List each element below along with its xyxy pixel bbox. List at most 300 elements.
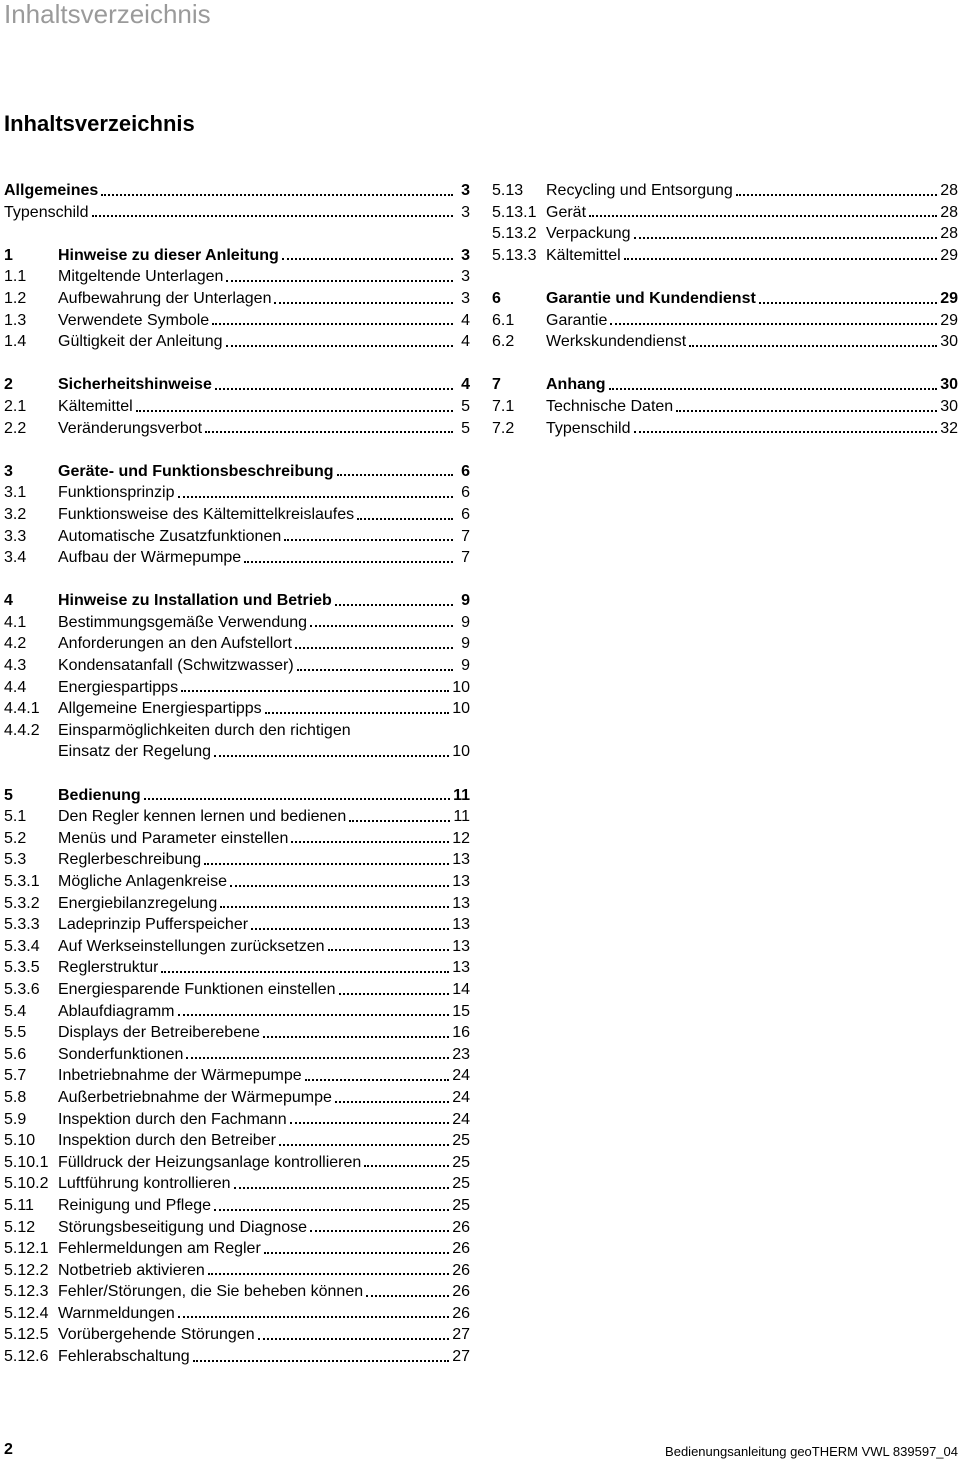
toc-entry-number: 4 (4, 592, 13, 610)
toc-entry-page: 13 (452, 851, 470, 869)
toc-entry-title: Den Regler kennen lernen und bedienen (58, 808, 347, 826)
toc-entry-title: Funktionsweise des Kältemittelkreislaufes (58, 505, 355, 523)
toc-entry-title: Hinweise zu dieser Anleitung (58, 246, 279, 264)
toc-entry[interactable] (4, 1346, 470, 1368)
toc-entry-title: Fehlerabschaltung (58, 1348, 190, 1366)
running-header: Inhaltsverzeichnis (4, 0, 211, 29)
dot-leader (244, 561, 453, 563)
dot-leader (634, 431, 938, 433)
dot-leader (297, 669, 453, 671)
toc-entry-page: 13 (452, 894, 470, 912)
toc-entry-title: Energiebilanzregelung (58, 894, 218, 912)
toc-entry-page: 4 (461, 376, 470, 394)
toc-entry[interactable] (4, 245, 470, 267)
toc-entry-page: 30 (940, 333, 958, 351)
dot-leader (136, 410, 453, 412)
toc-entry[interactable] (492, 418, 958, 440)
toc-entry-number: 2 (4, 376, 13, 394)
dot-leader (337, 474, 453, 476)
toc-entry-number: 7 (492, 376, 501, 394)
toc-entry[interactable] (4, 310, 470, 332)
toc-entry-number: 5.9 (4, 1110, 27, 1128)
dot-leader (92, 215, 454, 217)
dot-leader (339, 993, 450, 995)
toc-entry[interactable] (4, 1324, 470, 1346)
toc-entry[interactable] (4, 1087, 470, 1109)
toc-entry[interactable] (4, 180, 470, 202)
toc-entry-title: Verpackung (546, 225, 631, 243)
dot-leader (258, 1338, 450, 1340)
toc-entry-page: 24 (452, 1067, 470, 1085)
toc-entry[interactable] (492, 396, 958, 418)
toc-entry-number: 4.1 (4, 613, 27, 631)
toc-entry-title: Inspektion durch den Fachmann (58, 1110, 287, 1128)
toc-entry-number: 5.13.3 (492, 246, 537, 264)
toc-entry-page: 3 (461, 268, 470, 286)
toc-entry-title: Einsatz der Regelung (58, 743, 211, 761)
dot-leader (349, 820, 450, 822)
dot-leader (589, 215, 937, 217)
dot-leader (284, 539, 453, 541)
toc-entry-page: 25 (452, 1132, 470, 1150)
toc-entry-page: 13 (452, 873, 470, 890)
toc-entry-title: Luftführung kontrollieren (58, 1175, 231, 1193)
toc-entry-number: 5.3.6 (4, 980, 40, 998)
toc-entry-number: 5.3.1 (4, 873, 40, 890)
toc-entry[interactable] (4, 720, 470, 742)
dot-leader (335, 604, 453, 606)
toc-entry-page: 10 (452, 743, 470, 761)
toc-entry[interactable] (4, 849, 470, 871)
toc-entry-title: Verwendete Symbole (58, 311, 210, 329)
toc-entry[interactable] (4, 612, 470, 634)
toc-entry[interactable] (492, 245, 958, 267)
page-title: Inhaltsverzeichnis (4, 111, 195, 136)
dot-leader (161, 971, 449, 973)
toc-entry-page: 29 (940, 311, 958, 329)
dot-leader (689, 345, 937, 347)
toc-entry-number: 5.13 (492, 182, 524, 199)
toc-entry-page: 16 (452, 1024, 470, 1042)
toc-entry-page: 26 (452, 1240, 470, 1258)
dot-leader (736, 194, 937, 196)
toc-entry[interactable] (4, 914, 470, 936)
toc-entry[interactable] (492, 180, 958, 202)
toc-entry-number: 7.2 (492, 419, 515, 437)
toc-entry-title: Energiesparende Funktionen einstellen (58, 980, 336, 998)
dot-leader (214, 755, 449, 757)
toc-entry-number: 1.4 (4, 333, 27, 351)
toc-entry-number: 5.12 (4, 1218, 36, 1236)
dot-leader (295, 647, 453, 649)
toc-entry-title: Anforderungen an den Aufstellort (58, 635, 292, 653)
toc-entry[interactable] (4, 590, 470, 612)
toc-entry-number: 4.4.1 (4, 700, 40, 718)
toc-entry[interactable] (492, 202, 958, 224)
toc-entry-number: 5.12.1 (4, 1240, 49, 1258)
toc-entry-title: Notbetrieb aktivieren (58, 1261, 205, 1279)
dot-leader (144, 798, 450, 800)
toc-entry-title: Funktionsprinzip (58, 484, 175, 502)
toc-entry-title: Sicherheitshinweise (58, 376, 212, 394)
dot-leader (282, 258, 453, 260)
toc-entry-title: Kältemittel (58, 397, 133, 415)
dot-leader (178, 1014, 450, 1016)
toc-entry-number: 5.13.1 (492, 203, 537, 221)
toc-entry-number: 3.2 (4, 505, 27, 523)
toc-entry[interactable] (4, 936, 470, 958)
toc-entry-page: 10 (452, 678, 470, 696)
toc-entry[interactable] (4, 655, 470, 677)
toc-entry-title: Reglerstruktur (58, 959, 159, 977)
toc-right-column (492, 180, 958, 439)
toc-entry-title: Werkskundendienst (546, 333, 687, 351)
toc-entry-title: Auf Werkseinstellungen zurücksetzen (58, 937, 325, 955)
toc-entry-title: Inbetriebnahme der Wärmepumpe (58, 1067, 302, 1085)
toc-entry[interactable] (4, 1260, 470, 1282)
dot-leader (610, 323, 937, 325)
toc-entry-page: 15 (452, 1002, 470, 1020)
toc-entry[interactable] (4, 418, 470, 440)
toc-entry-title: Garantie (546, 311, 608, 329)
toc-entry-title: Vorübergehende Störungen (58, 1326, 255, 1344)
toc-entry[interactable] (4, 979, 470, 1001)
dot-leader (226, 280, 453, 282)
dot-leader (265, 712, 450, 714)
dot-leader (624, 258, 938, 260)
toc-entry-page: 3 (461, 289, 470, 307)
toc-entry-page: 7 (461, 549, 470, 567)
toc-entry-number: 5.10.2 (4, 1175, 49, 1193)
toc-entry-page: 3 (461, 182, 470, 199)
dot-leader (279, 1144, 449, 1146)
toc-entry-page: 3 (461, 246, 470, 264)
toc-entry-page: 13 (452, 916, 470, 934)
toc-entry-title: Mögliche Anlagenkreise (58, 873, 227, 890)
toc-entry-page: 11 (453, 808, 470, 826)
toc-entry-number: 5.1 (4, 808, 27, 826)
toc-entry-number: 3.4 (4, 549, 27, 567)
toc-entry[interactable] (4, 288, 470, 310)
toc-entry-title: Garantie und Kundendienst (546, 289, 756, 307)
toc-entry-number: 5.3.4 (4, 937, 40, 955)
toc-entry-page: 11 (453, 786, 470, 804)
toc-entry-title: Gerät (546, 203, 587, 221)
toc-entry-number: 5.13.2 (492, 225, 537, 243)
toc-entry-page: 26 (452, 1304, 470, 1322)
toc-entry-title: Typenschild (546, 419, 631, 437)
toc-entry[interactable] (4, 1173, 470, 1195)
toc-entry-title: Recycling und Entsorgung (546, 182, 733, 199)
dot-leader (335, 1101, 449, 1103)
toc-entry-title: Allgemeines (4, 182, 99, 199)
toc-entry-page: 13 (452, 959, 470, 977)
toc-entry-page: 30 (940, 397, 958, 415)
toc-entry-title: Energiespartipps (58, 678, 179, 696)
dot-leader (251, 928, 449, 930)
toc-left-column (4, 180, 470, 1368)
dot-leader (291, 841, 449, 843)
toc-entry-page: 9 (461, 635, 470, 653)
toc-entry[interactable] (4, 331, 470, 353)
toc-entry-page: 32 (940, 419, 958, 437)
dot-leader (264, 1252, 449, 1254)
toc-entry-title: Allgemeine Energiespartipps (58, 700, 262, 718)
toc-entry-title: Warnmeldungen (58, 1304, 175, 1322)
toc-entry-page: 30 (940, 376, 958, 394)
toc-entry-number: 1 (4, 246, 13, 264)
dot-leader (759, 302, 937, 304)
toc-entry[interactable] (4, 957, 470, 979)
toc-entry-number: 5.12.2 (4, 1261, 49, 1279)
toc-entry[interactable] (4, 893, 470, 915)
toc-entry-page: 7 (461, 527, 470, 545)
toc-entry-title: Menüs und Parameter einstellen (58, 829, 289, 847)
dot-leader (205, 431, 453, 433)
toc-entry[interactable] (4, 266, 470, 288)
dot-leader (676, 410, 937, 412)
toc-entry[interactable] (4, 785, 470, 807)
toc-entry-number: 5.3 (4, 851, 27, 869)
toc-entry[interactable] (4, 1130, 470, 1152)
toc-entry-page: 4 (461, 333, 470, 351)
toc-entry[interactable] (4, 461, 470, 483)
toc-entry-title: Ablaufdiagramm (58, 1002, 175, 1020)
toc-entry-number: 5.11 (4, 1196, 34, 1214)
toc-entry-number: 5.10 (4, 1132, 36, 1150)
toc-entry-number: 5.2 (4, 829, 27, 847)
toc-entry-title: Typenschild (4, 203, 89, 221)
toc-entry[interactable] (4, 1001, 470, 1023)
toc-entry-number: 5.3.3 (4, 916, 40, 934)
toc-entry-title: Hinweise zu Installation und Betrieb (58, 592, 332, 610)
toc-entry-number: 6.2 (492, 333, 515, 351)
dot-leader (290, 1122, 450, 1124)
toc-entry-number: 2.2 (4, 419, 27, 437)
toc-entry[interactable] (492, 288, 958, 310)
toc-entry-number: 5.12.3 (4, 1283, 49, 1301)
toc-entry-page: 6 (461, 484, 470, 502)
toc-entry-title: Displays der Betreiberebene (58, 1024, 260, 1042)
toc-entry-number: 4.4.2 (4, 721, 40, 739)
toc-entry-number: 5.3.5 (4, 959, 40, 977)
toc-entry-page: 25 (452, 1175, 470, 1193)
dot-leader (212, 323, 453, 325)
toc-entry-page: 23 (452, 1045, 470, 1063)
toc-entry-title: Kondensatanfall (Schwitzwasser) (58, 657, 294, 675)
toc-entry-number: 5.12.6 (4, 1348, 49, 1366)
toc-entry-number: 3.3 (4, 527, 27, 545)
toc-entry-number: 1.3 (4, 311, 27, 329)
toc-entry-page: 9 (461, 657, 470, 675)
toc-entry-title: Kältemittel (546, 246, 621, 264)
toc-entry-number: 1.1 (4, 268, 27, 286)
toc-entry[interactable] (4, 871, 470, 893)
toc-entry-title: Reinigung und Pflege (58, 1196, 212, 1214)
dot-leader (226, 345, 453, 347)
toc-entry-title: Bedienung (58, 786, 141, 804)
dot-leader (181, 690, 449, 692)
toc-entry-page: 26 (452, 1283, 470, 1301)
toc-entry[interactable] (4, 677, 470, 699)
toc-entry-page: 26 (452, 1261, 470, 1279)
toc-entry-title: Außerbetriebnahme der Wärmepumpe (58, 1088, 332, 1106)
toc-entry-page: 5 (461, 397, 470, 415)
toc-entry-number: 5.10.1 (4, 1153, 49, 1171)
dot-leader (305, 1079, 450, 1081)
toc-entry-page: 28 (940, 203, 958, 221)
toc-entry-title: Gültigkeit der Anleitung (58, 333, 223, 351)
dot-leader (234, 1187, 450, 1189)
toc-entry-number: 5 (4, 786, 13, 804)
toc-entry-page: 27 (452, 1326, 470, 1344)
toc-entry-title: Fehlermeldungen am Regler (58, 1240, 261, 1258)
toc-entry[interactable] (4, 396, 470, 418)
toc-entry-page: 6 (461, 505, 470, 523)
toc-entry-title: Geräte- und Funktionsbeschreibung (58, 462, 334, 480)
dot-leader (634, 237, 938, 239)
dot-leader (609, 388, 938, 390)
toc-entry-title: Veränderungsverbot (58, 419, 203, 437)
toc-entry-number: 6 (492, 289, 501, 307)
toc-entry[interactable] (4, 1065, 470, 1087)
toc-entry[interactable] (4, 547, 470, 569)
toc-entry-page: 10 (452, 700, 470, 718)
dot-leader (263, 1036, 449, 1038)
toc-entry[interactable] (4, 482, 470, 504)
dot-leader (214, 1209, 449, 1211)
toc-entry[interactable] (492, 331, 958, 353)
toc-entry[interactable] (4, 1022, 470, 1044)
toc-entry-page: 4 (461, 311, 470, 329)
dot-leader (328, 949, 450, 951)
toc-entry-title: Anhang (546, 376, 606, 394)
toc-entry-title: Aufbewahrung der Unterlagen (58, 289, 272, 307)
toc-entry-page: 26 (452, 1218, 470, 1236)
toc-entry-page: 28 (940, 225, 958, 243)
toc-entry-page: 6 (461, 462, 470, 480)
toc-entry[interactable] (4, 1195, 470, 1217)
toc-entry-title: Fülldruck der Heizungsanlage kontrollieren (58, 1153, 362, 1171)
toc-entry-title: Mitgeltende Unterlagen (58, 268, 224, 286)
toc-entry-title: Automatische Zusatzfunktionen (58, 527, 282, 545)
toc-entry-title: Fehler/Störungen, die Sie beheben können (58, 1283, 364, 1301)
toc-entry[interactable] (4, 1217, 470, 1239)
toc-entry-page: 9 (461, 613, 470, 631)
toc-entry-page: 14 (452, 980, 470, 998)
toc-entry[interactable] (4, 633, 470, 655)
dot-leader (366, 1295, 449, 1297)
toc-entry[interactable] (4, 741, 470, 763)
toc-entry[interactable] (4, 1303, 470, 1325)
toc-entry-number: 5.7 (4, 1067, 27, 1085)
toc-entry-title: Inspektion durch den Betreiber (58, 1132, 276, 1150)
toc-entry[interactable] (4, 1152, 470, 1174)
toc-entry[interactable] (4, 1281, 470, 1303)
dot-leader (310, 1230, 449, 1232)
toc-entry-page: 24 (452, 1110, 470, 1128)
toc-entry-page: 27 (452, 1348, 470, 1366)
dot-leader (274, 302, 453, 304)
toc-entry-number: 5.6 (4, 1045, 27, 1063)
toc-entry-number: 5.8 (4, 1088, 27, 1106)
toc-entry[interactable] (4, 202, 470, 224)
dot-leader (230, 885, 449, 887)
toc-entry-title: Aufbau der Wärmepumpe (58, 549, 242, 567)
dot-leader (178, 496, 454, 498)
toc-entry-page: 29 (940, 289, 958, 307)
toc-entry[interactable] (4, 1044, 470, 1066)
toc-entry-title: Sonderfunktionen (58, 1045, 184, 1063)
footer-document-name: Bedienungsanleitung geoTHERM VWL 839597_04 (665, 1444, 958, 1459)
toc-entry[interactable] (4, 1109, 470, 1131)
toc-entry[interactable] (4, 1238, 470, 1260)
toc-entry[interactable] (4, 698, 470, 720)
toc-entry[interactable] (492, 310, 958, 332)
dot-leader (193, 1360, 450, 1362)
toc-entry-number: 2.1 (4, 397, 27, 415)
dot-leader (220, 906, 449, 908)
toc-entry-title: Ladeprinzip Pufferspeicher (58, 916, 249, 934)
toc-entry-page: 12 (452, 829, 470, 847)
toc-entry-number: 4.4 (4, 678, 27, 696)
toc-entry-title: Einsparmöglichkeiten durch den richtigen (58, 721, 351, 739)
toc-entry-number: 5.3.2 (4, 894, 40, 912)
toc-entry-title: Störungsbeseitigung und Diagnose (58, 1218, 308, 1236)
toc-entry-page: 25 (452, 1196, 470, 1214)
toc-entry-page: 5 (461, 419, 470, 437)
toc-entry-title: Bestimmungsgemäße Verwendung (58, 613, 308, 631)
toc-entry[interactable] (4, 526, 470, 548)
toc-entry-page: 28 (940, 182, 958, 199)
dot-leader (310, 625, 453, 627)
toc-entry-page: 9 (461, 592, 470, 610)
dot-leader (357, 518, 453, 520)
dot-leader (364, 1165, 449, 1167)
toc-entry-number: 6.1 (492, 311, 515, 329)
toc-entry-page: 29 (940, 246, 958, 264)
toc-entry-title: Reglerbeschreibung (58, 851, 202, 869)
toc-entry[interactable] (4, 806, 470, 828)
toc-entry-page: 25 (452, 1153, 470, 1171)
toc-entry[interactable] (492, 223, 958, 245)
footer-page-number: 2 (4, 1441, 13, 1458)
toc-entry-page: 13 (452, 937, 470, 955)
dot-leader (215, 388, 453, 390)
toc-entry-number: 7.1 (492, 397, 515, 415)
dot-leader (101, 194, 453, 196)
dot-leader (204, 863, 449, 865)
toc-entry-number: 3 (4, 462, 13, 480)
toc-entry-page: 3 (461, 203, 470, 221)
toc-entry-number: 1.2 (4, 289, 27, 307)
dot-leader (208, 1273, 449, 1275)
toc-entry-number: 4.2 (4, 635, 27, 653)
toc-entry-number: 5.4 (4, 1002, 27, 1020)
toc-entry-number: 3.1 (4, 484, 27, 502)
toc-entry[interactable] (4, 504, 470, 526)
toc-entry-number: 5.5 (4, 1024, 27, 1042)
toc-entry[interactable] (4, 374, 470, 396)
dot-leader (178, 1316, 449, 1318)
toc-entry-number: 5.12.4 (4, 1304, 49, 1322)
toc-entry[interactable] (4, 828, 470, 850)
toc-entry-title: Technische Daten (546, 397, 674, 415)
toc-entry-page: 24 (452, 1088, 470, 1106)
toc-entry[interactable] (492, 374, 958, 396)
dot-leader (186, 1057, 449, 1059)
toc-entry-number: 4.3 (4, 657, 27, 675)
